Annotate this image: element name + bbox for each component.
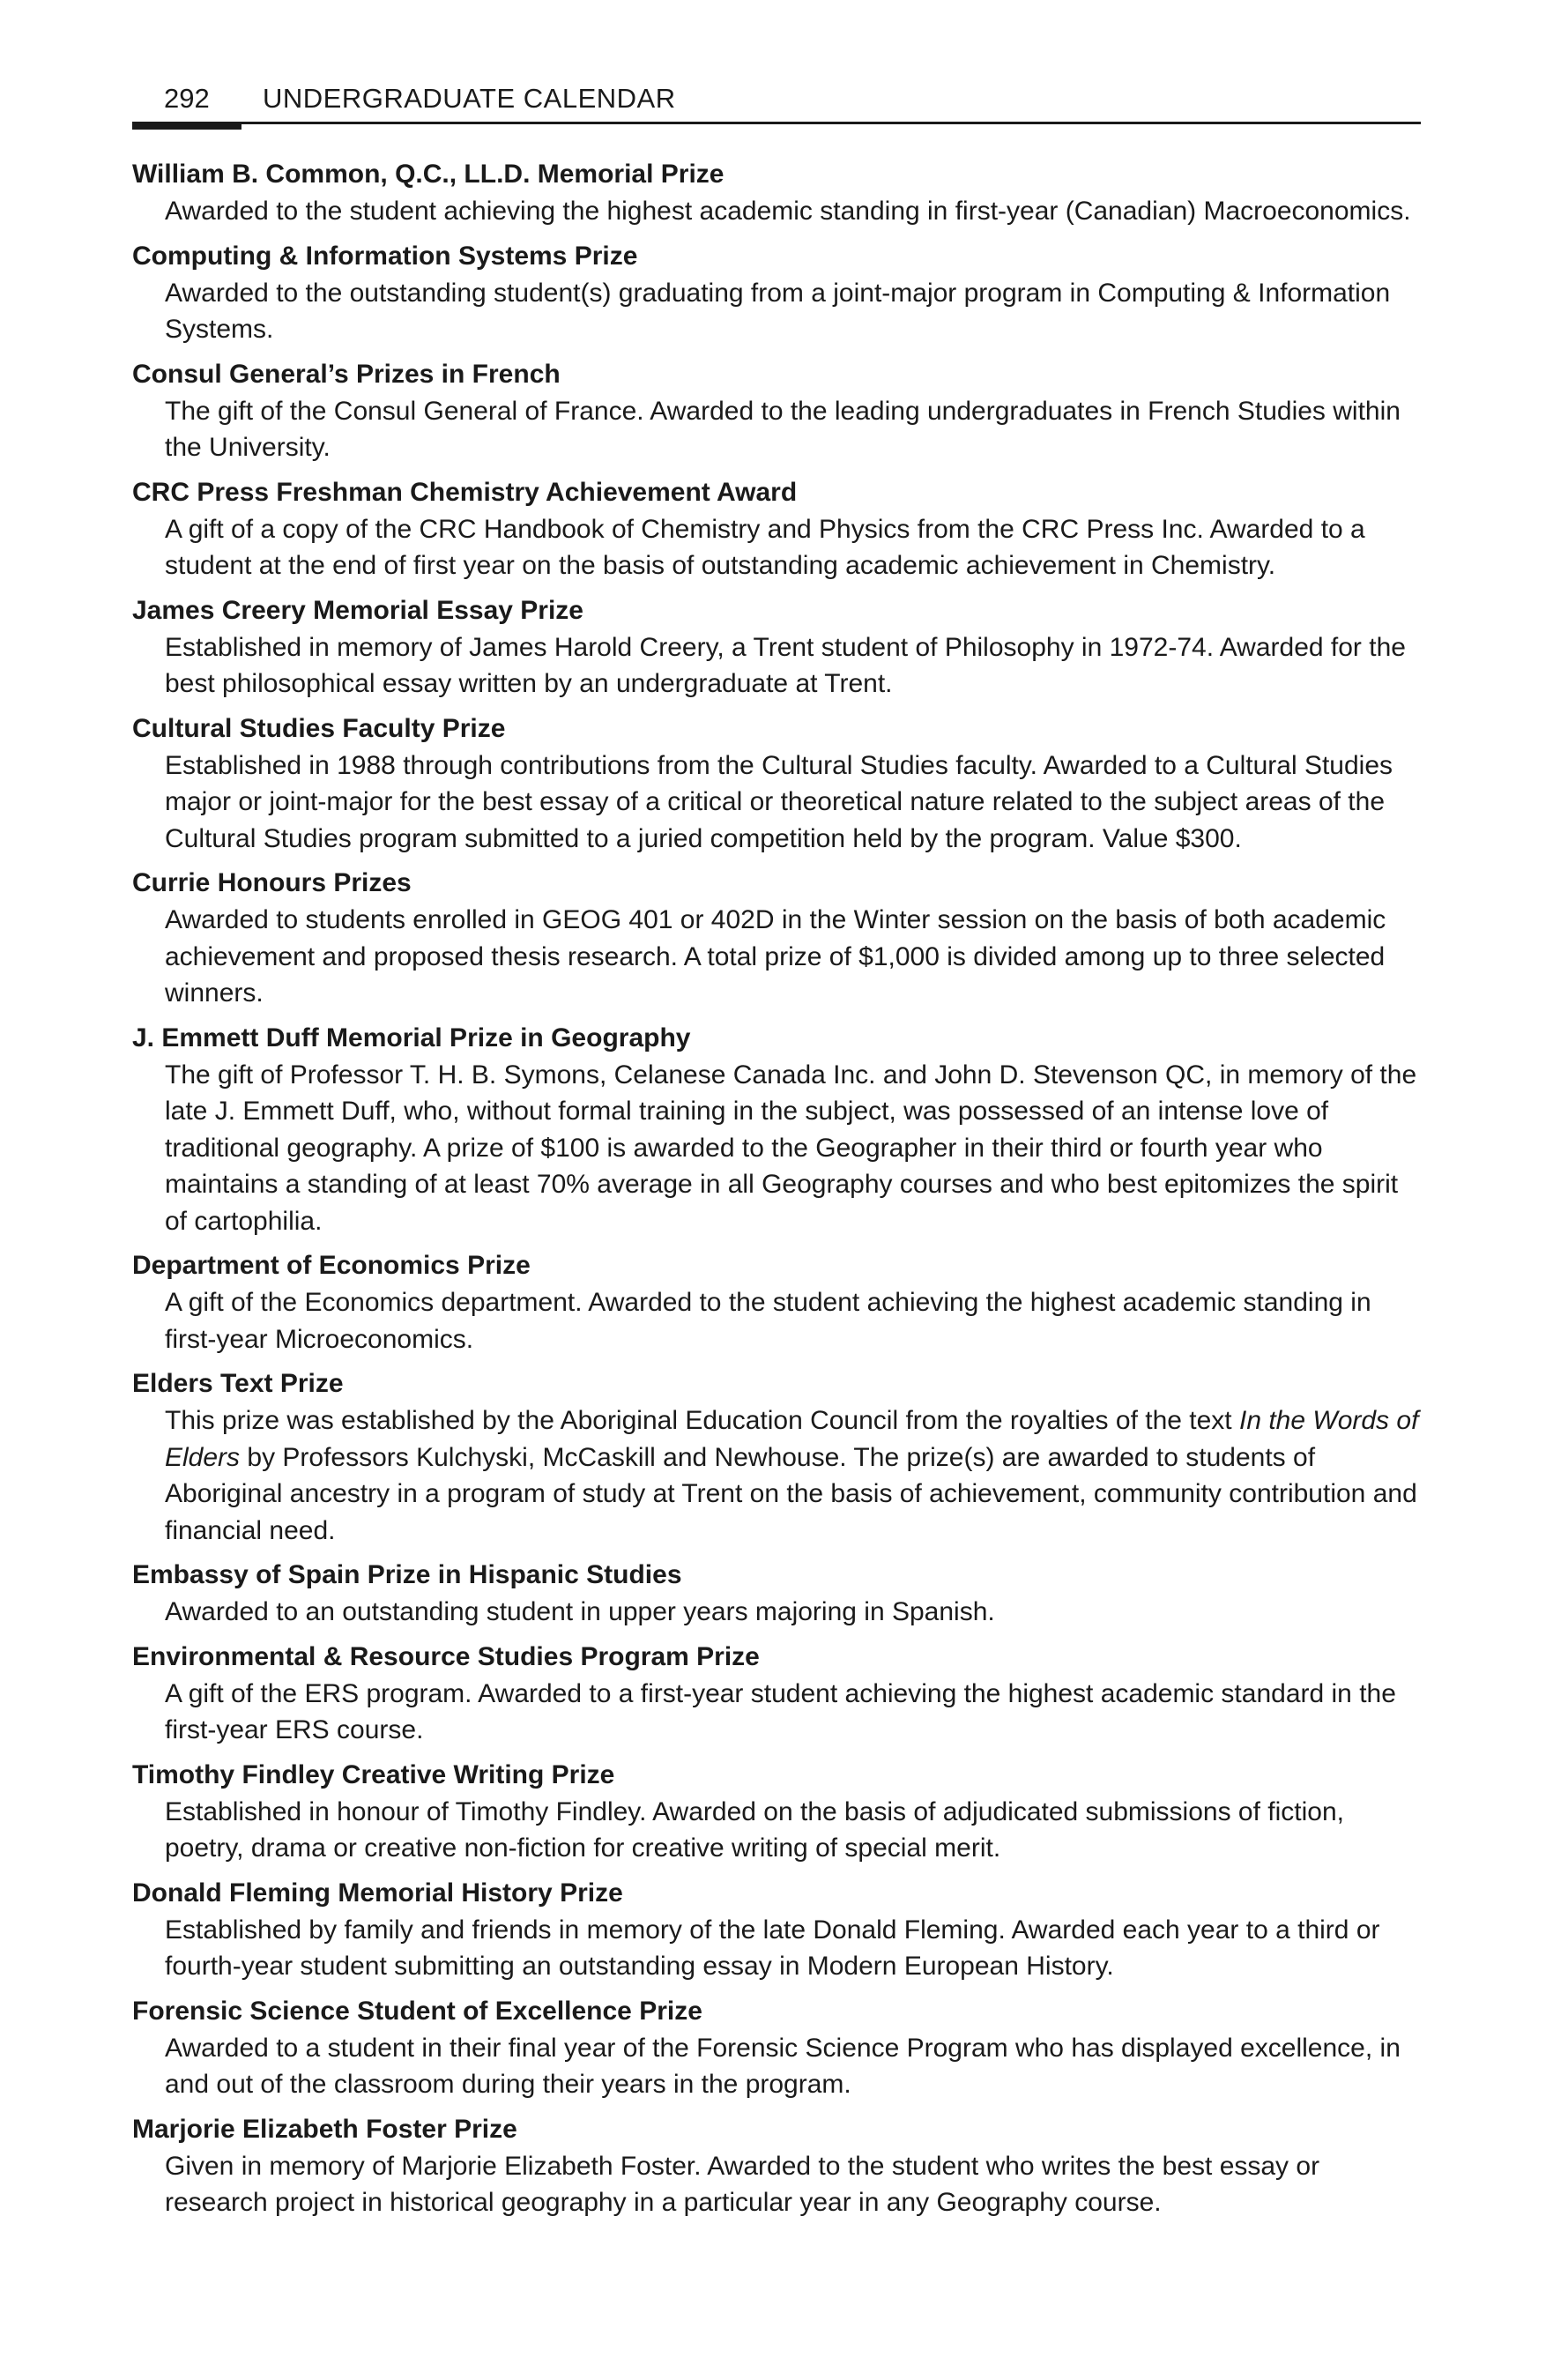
prize-description: Awarded to a student in their final year of the Forensic Science Program who has displayed excellence, in and out of the classroom during their years in the program. — [165, 2033, 1401, 2099]
prize-entry — [132, 1365, 1421, 1549]
prize-description: A gift of a copy of the CRC Handbook of Chemistry and Physics from the CRC Press Inc. Awarded to a student at the end of first year on the basis of outstanding academic achievement in Chemistry. — [165, 514, 1365, 580]
prize-title: Environmental & Resource Studies Program Prize — [132, 1641, 760, 1671]
prize-entry — [132, 591, 1421, 703]
prize-entry — [132, 1992, 1421, 2103]
prize-entry — [132, 1556, 1421, 1631]
page-header — [132, 81, 1421, 127]
prize-title: J. Emmett Duff Memorial Prize in Geography — [132, 1023, 691, 1052]
prize-title: William B. Common, Q.C., LL.D. Memorial Prize — [132, 160, 724, 189]
prize-entry — [132, 1246, 1421, 1357]
prize-entry — [132, 237, 1421, 348]
running-title: UNDERGRADUATE CALENDAR — [263, 83, 676, 114]
prize-title: Department of Economics Prize — [132, 1251, 531, 1280]
prize-entry — [132, 1874, 1421, 1985]
prize-list — [132, 155, 1421, 2228]
prize-title: Consul General’s Prizes in French — [132, 359, 561, 389]
prize-description: Established in honour of Timothy Findley. Awarded on the basis of adjudicated submissions of fiction, poetry, drama or creative non-fiction for creative writing of special merit. — [165, 1796, 1344, 1863]
prize-description: Established in memory of James Harold Creery, a Trent student of Philosophy in 1972-74. Awarded for the best philosophical essay written by an undergraduate at Trent. — [165, 632, 1406, 698]
prize-entry — [132, 1019, 1421, 1240]
prize-entry — [132, 710, 1421, 858]
prize-title: Computing & Information Systems Prize — [132, 241, 638, 271]
prize-entry — [132, 1638, 1421, 1749]
prize-description: Established in 1988 through contributions from the Cultural Studies faculty. Awarded to a Cultural Studies major or joint-major for the best essay of a critical or theoretical nature related to the subject areas of the Cultural Studies program submitted to a juried competition held by the program. Value $300. — [165, 750, 1393, 853]
prize-entry — [132, 473, 1421, 584]
prize-title: Timothy Findley Creative Writing Prize — [132, 1759, 615, 1789]
prize-title: Currie Honours Prizes — [132, 868, 412, 897]
prize-entry — [132, 355, 1421, 466]
book-title: In the Words of Elders — [165, 1406, 1419, 1472]
header-rule-tab — [132, 122, 241, 130]
prize-title: CRC Press Freshman Chemistry Achievement Award — [132, 477, 798, 507]
prize-title: Cultural Studies Faculty Prize — [132, 713, 506, 743]
prize-description: This prize was established by the Aboriginal Education Council from the royalties of the text In the Words of Elders by Professors Kulchyski, McCaskill and Newhouse. The prize(s) are awarded to students of Aboriginal ancestry in a program of study at Trent on the basis of achievement, community contribution and financial need. — [165, 1406, 1419, 1545]
prize-title: Marjorie Elizabeth Foster Prize — [132, 2114, 517, 2144]
prize-description: Awarded to the outstanding student(s) graduating from a joint-major program in Computing & Information Systems. — [165, 278, 1391, 344]
prize-entry — [132, 1756, 1421, 1867]
prize-description: Awarded to students enrolled in GEOG 401 or 402D in the Winter session on the basis of both academic achievement and proposed thesis research. A total prize of $1,000 is divided among up to three selected winners. — [165, 905, 1386, 1008]
prize-title: Embassy of Spain Prize in Hispanic Studies — [132, 1560, 682, 1589]
prize-description: Awarded to the student achieving the highest academic standing in first-year (Canadian) Macroeconomics. — [165, 197, 1411, 226]
prize-entry — [132, 155, 1421, 230]
prize-title: Elders Text Prize — [132, 1369, 344, 1398]
prize-title: James Creery Memorial Essay Prize — [132, 595, 583, 625]
header-rule — [132, 122, 1421, 124]
prize-title: Forensic Science Student of Excellence Prize — [132, 1996, 702, 2026]
prize-description: A gift of the Economics department. Awarded to the student achieving the highest academic standing in first-year Microeconomics. — [165, 1288, 1371, 1354]
prize-description: Given in memory of Marjorie Elizabeth Foster. Awarded to the student who writes the best essay or research project in historical geography in a particular year in any Geography course. — [165, 2151, 1320, 2217]
prize-title: Donald Fleming Memorial History Prize — [132, 1878, 623, 1908]
prize-description: A gift of the ERS program. Awarded to a first-year student achieving the highest academic standard in the first-year ERS course. — [165, 1678, 1396, 1744]
prize-description: The gift of the Consul General of France. Awarded to the leading undergraduates in French Studies within the University. — [165, 396, 1401, 462]
page-number: 292 — [164, 83, 210, 114]
prize-description: The gift of Professor T. H. B. Symons, Celanese Canada Inc. and John D. Stevenson QC, in memory of the late J. Emmett Duff, who, without formal training in the subject, was possessed of an intense love of traditional geography. A prize of $100 is awarded to the Geographer in their third or fourth year who maintains a standing of at least 70% average in all Geography courses and who best epitomizes the spirit of cartophilia. — [165, 1060, 1417, 1236]
prize-description: Awarded to an outstanding student in upper years majoring in Spanish. — [165, 1597, 995, 1626]
prize-description: Established by family and friends in memory of the late Donald Fleming. Awarded each year to a third or fourth-year student submitting an outstanding essay in Modern European History. — [165, 1915, 1380, 1981]
prize-entry — [132, 2110, 1421, 2221]
prize-entry — [132, 864, 1421, 1012]
